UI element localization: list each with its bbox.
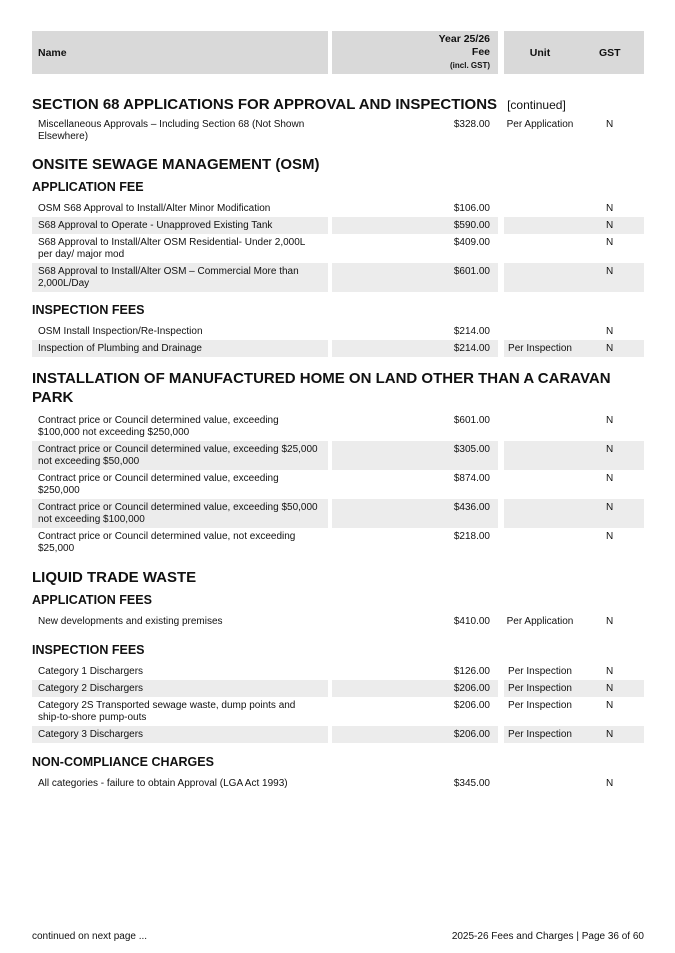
s68-rows	[32, 116, 644, 145]
fee-gst: N	[606, 415, 614, 426]
fee-name: Category 3 Dischargers	[32, 726, 328, 743]
header-fee-gst-note: (incl. GST)	[450, 61, 490, 70]
fee-amount: $218.00	[453, 531, 490, 542]
fee-amount: $601.00	[332, 263, 498, 292]
table-row	[32, 412, 644, 441]
non-compliance-rows	[32, 775, 644, 792]
fee-unit	[504, 323, 576, 340]
fee-unit	[504, 528, 576, 557]
table-row	[32, 726, 644, 743]
table-row	[32, 680, 644, 697]
osm-inspection-rows	[32, 323, 644, 357]
fee-amount: $436.00	[332, 499, 498, 528]
table-row	[32, 263, 644, 292]
table-row	[32, 613, 644, 630]
fee-name: Miscellaneous Approvals – Including Section 68 (Not Shown Elsewhere)	[38, 119, 305, 142]
table-row	[32, 116, 644, 145]
subsection-ltw-inspection: INSPECTION FEES	[32, 643, 145, 657]
fee-gst: N	[606, 778, 614, 789]
fee-amount: $410.00	[453, 616, 490, 627]
header-name: Name	[32, 31, 328, 74]
fee-gst: N	[576, 726, 644, 743]
table-row	[32, 663, 644, 680]
fee-unit: Per Inspection	[504, 680, 576, 697]
fee-amount: $874.00	[453, 473, 490, 484]
manufactured-home-rows	[32, 412, 644, 557]
section-title-osm: ONSITE SEWAGE MANAGEMENT (OSM)	[32, 156, 320, 173]
fee-unit: Per Application	[506, 119, 574, 130]
fee-amount: $590.00	[332, 217, 498, 234]
continued-label: [continued]	[507, 98, 566, 112]
fee-name: OSM Install Inspection/Re-Inspection	[38, 326, 203, 337]
section-title-liquid-trade-waste: LIQUID TRADE WASTE	[32, 569, 197, 586]
fee-amount: $214.00	[332, 340, 498, 357]
section-title-manufactured-home: INSTALLATION OF MANUFACTURED HOME ON LAND OTHER THAN A CARAVAN PARK	[32, 370, 611, 406]
fee-name: S68 Approval to Install/Alter OSM – Commercial More than 2,000L/Day	[32, 263, 328, 292]
fee-amount: $126.00	[453, 666, 490, 677]
table-row	[32, 200, 644, 217]
fee-gst: N	[606, 700, 614, 711]
fee-gst: N	[606, 326, 614, 337]
subsection-non-compliance: NON-COMPLIANCE CHARGES	[32, 755, 214, 769]
fee-unit	[504, 217, 576, 234]
subsection-ltw-application: APPLICATION FEES	[32, 593, 152, 607]
fee-gst: N	[576, 441, 644, 470]
fee-gst: N	[606, 203, 614, 214]
fee-unit: Per Inspection	[508, 666, 572, 677]
fee-amount: $206.00	[332, 726, 498, 743]
fee-name: Contract price or Council determined value, exceeding $250,000	[38, 473, 279, 496]
table-row	[32, 323, 644, 340]
fee-amount: $601.00	[453, 415, 490, 426]
table-row	[32, 499, 644, 528]
fee-unit	[504, 412, 576, 441]
fee-gst: N	[576, 217, 644, 234]
table-row	[32, 441, 644, 470]
fee-unit	[504, 470, 576, 499]
fee-amount: $106.00	[453, 203, 490, 214]
header-fee-label: Fee	[471, 46, 490, 58]
table-row	[32, 697, 644, 726]
fee-amount: $328.00	[453, 119, 490, 130]
fee-unit: Per Application	[506, 616, 574, 627]
fee-name: Category 1 Dischargers	[38, 666, 144, 677]
fee-gst: N	[606, 531, 614, 542]
table-row	[32, 528, 644, 557]
fee-name: Category 2 Dischargers	[32, 680, 328, 697]
fee-amount: $214.00	[453, 326, 490, 337]
fees-page	[32, 31, 644, 792]
header-unit: Unit	[504, 31, 576, 74]
fee-name: Inspection of Plumbing and Drainage	[32, 340, 328, 357]
section-title-s68: SECTION 68 APPLICATIONS FOR APPROVAL AND INSPECTIONS [continued]	[32, 96, 566, 113]
fee-gst: N	[576, 263, 644, 292]
fee-amount: $305.00	[332, 441, 498, 470]
fee-name: OSM S68 Approval to Install/Alter Minor Modification	[38, 203, 271, 214]
osm-application-rows	[32, 200, 644, 292]
header-fee-year: Year 25/26	[438, 33, 490, 45]
page-footer	[32, 931, 644, 942]
fee-gst: N	[576, 340, 644, 357]
fee-gst: N	[606, 616, 614, 627]
table-row	[32, 340, 644, 357]
ltw-application-rows	[32, 613, 644, 630]
fee-name: Contract price or Council determined value, not exceeding $25,000	[38, 531, 296, 554]
fee-amount: $345.00	[453, 778, 490, 789]
fee-name: Contract price or Council determined value, exceeding $100,000 not exceeding $250,000	[38, 415, 279, 438]
header-fee	[332, 31, 498, 74]
fee-unit	[504, 234, 576, 263]
fee-amount: $409.00	[453, 237, 490, 248]
fee-amount: $206.00	[332, 680, 498, 697]
fee-gst: N	[606, 666, 614, 677]
fee-unit	[504, 499, 576, 528]
fee-unit	[504, 775, 576, 792]
fee-unit: Per Inspection	[504, 726, 576, 743]
fee-gst: N	[576, 680, 644, 697]
table-row	[32, 470, 644, 499]
fee-name: Contract price or Council determined value, exceeding $50,000 not exceeding $100,000	[32, 499, 328, 528]
table-row	[32, 775, 644, 792]
table-header	[32, 31, 644, 74]
fee-gst: N	[606, 237, 614, 248]
footer-continued: continued on next page ...	[32, 931, 148, 942]
header-gst: GST	[576, 31, 644, 74]
fee-gst: N	[576, 499, 644, 528]
fee-unit	[504, 441, 576, 470]
ltw-inspection-rows	[32, 663, 644, 743]
fee-name: S68 Approval to Operate - Unapproved Existing Tank	[32, 217, 328, 234]
fee-gst: N	[606, 473, 614, 484]
table-row	[32, 234, 644, 263]
subsection-osm-application: APPLICATION FEE	[32, 180, 144, 194]
fee-unit	[504, 263, 576, 292]
fee-unit: Per Inspection	[508, 700, 572, 711]
fee-unit	[504, 200, 576, 217]
fee-name: New developments and existing premises	[38, 616, 223, 627]
fee-name: Category 2S Transported sewage waste, dump points and ship-to-shore pump-outs	[38, 700, 296, 723]
fee-unit: Per Inspection	[504, 340, 576, 357]
table-row	[32, 217, 644, 234]
footer-page-info: 2025-26 Fees and Charges | Page 36 of 60	[451, 931, 644, 942]
fee-name: All categories - failure to obtain Approval (LGA Act 1993)	[38, 778, 288, 789]
fee-name: S68 Approval to Install/Alter OSM Residential- Under 2,000L per day/ major mod	[38, 237, 305, 260]
fee-amount: $206.00	[453, 700, 490, 711]
fee-name: Contract price or Council determined value, exceeding $25,000 not exceeding $50,000	[32, 441, 328, 470]
fee-gst: N	[606, 119, 614, 130]
subsection-osm-inspection: INSPECTION FEES	[32, 303, 145, 317]
